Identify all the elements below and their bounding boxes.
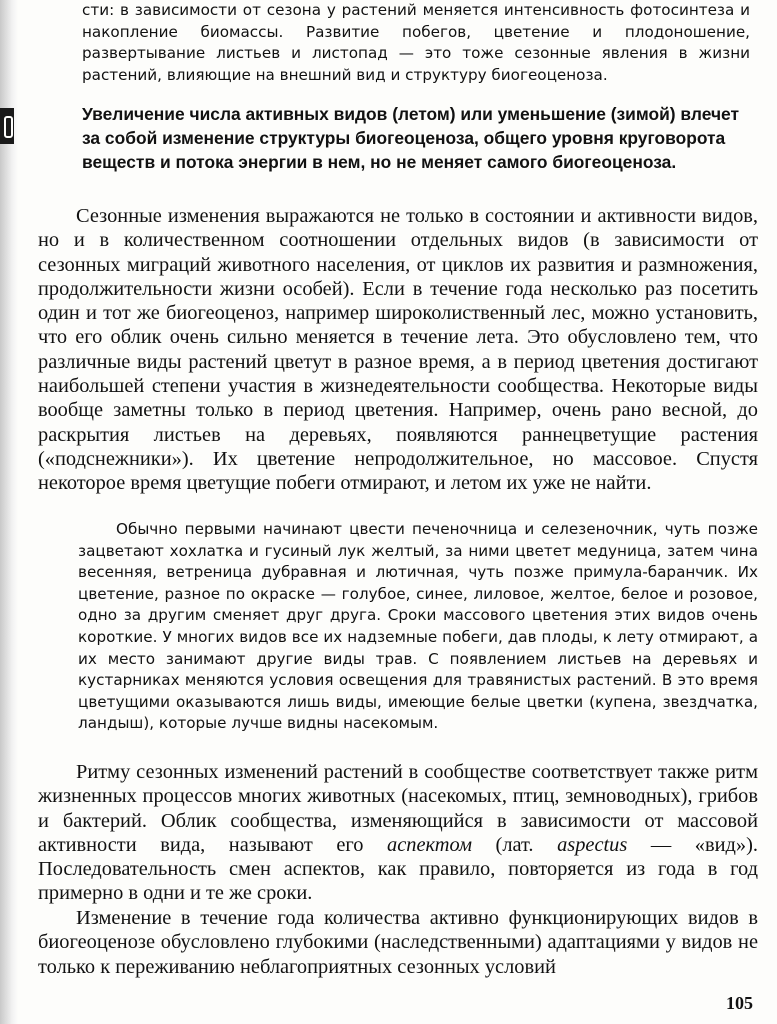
- text-segment: (лат.: [471, 833, 558, 856]
- term-latin: aspectus: [557, 833, 628, 856]
- page-binding-shadow: [0, 0, 18, 1024]
- highlighted-statement: Увеличение числа активных видов (летом) или уменьшение (зимой) влечет за собой изменение структуры биогеоценоза, общего уровня круговорота веществ и потока энергии в нем, но не меняет самого биогеоценоза.: [82, 104, 739, 173]
- paragraph-adaptation: Изменение в течение года количества активно функционирующих видов в биогеоценозе обусловлено глубокими (наследственными) адаптациями у видов не только к переживанию неблагоприятных сезонных условий: [38, 907, 758, 978]
- margin-tab-marker: [0, 108, 14, 144]
- page-number: 105: [726, 993, 753, 1013]
- paragraph-flowering-example: Обычно первыми начинают цвести печеночница и селезеночник, чуть позже зацветают хохлатка и гусиный лук желтый, за ними цветет медуница, затем чина весенняя, ветреница дубравная и лютичная, чуть позже примула-баранчик. Их цветение, разное по окраске — голубое, синее, лиловое, желтое, белое и розовое, одно за другим сменяет друг друга. Сроки массового цветения этих видов очень короткие. У многих видов все их надземные побеги, дав плоды, к лету отмирают, а их место занимают другие виды трав. С появлением листьев на деревьях и кустарниках меняются условия освещения для травянистых растений. В это время цветущими оказываются лишь виды, имеющие белые цветки (купена, звездчатка, ландыш), которые лучше видны насекомым.: [78, 520, 758, 733]
- paragraph-seasonal-changes: Сезонные изменения выражаются не только в состоянии и активности видов, но и в количественном соотношении отдельных видов (в зависимости от сезонных миграций животного населения, от циклов их развития и размножения, продолжительности жизни особей). Если в течение года несколько раз посетить один и тот же биогеоценоз, например широколиственный лес, можно установить, что его облик очень сильно меняется в течение лета. Это обусловлено тем, что различные виды растений цветут в разное время, а в период цветения достигают наибольшей степени участия в жизнедеятельности сообщества. Некоторые виды вообще заметны только в период цветения. Например, очень рано весной, до раскрытия листьев на деревьях, появляются раннецветущие растения («подснежники»). Их цветение непродолжительное, но массовое. Спустя некоторое время цветущие побеги отмирают, и летом их уже не найти.: [38, 205, 758, 495]
- text-segment: Ритму сезонных изменений растений в сообществе соответствует также ритм жизненных процессов многих животных (насекомых, птиц, земноводных), грибов и бактерий. Облик сообщества, изменяющийся в зависимости от массовой активности вида, называют его: [38, 761, 758, 856]
- term-aspect: аспектом: [387, 833, 472, 856]
- text-segment: — «вид»). Последовательность смен аспектов, как правило, повторяется из года в год примерно в одни и те же сроки.: [38, 833, 759, 905]
- paragraph-aspect-definition: [38, 760, 758, 906]
- paragraph-continuation: сти: в зависимости от сезона у растений меняется интенсивность фотосинтеза и накопление биомассы. Развитие побегов, цветение и плодоношение, развертывание листьев и листопад — это тоже сезонные явления в жизни растений, влияющие на внешний вид и структуру биогеоценоза.: [82, 1, 750, 84]
